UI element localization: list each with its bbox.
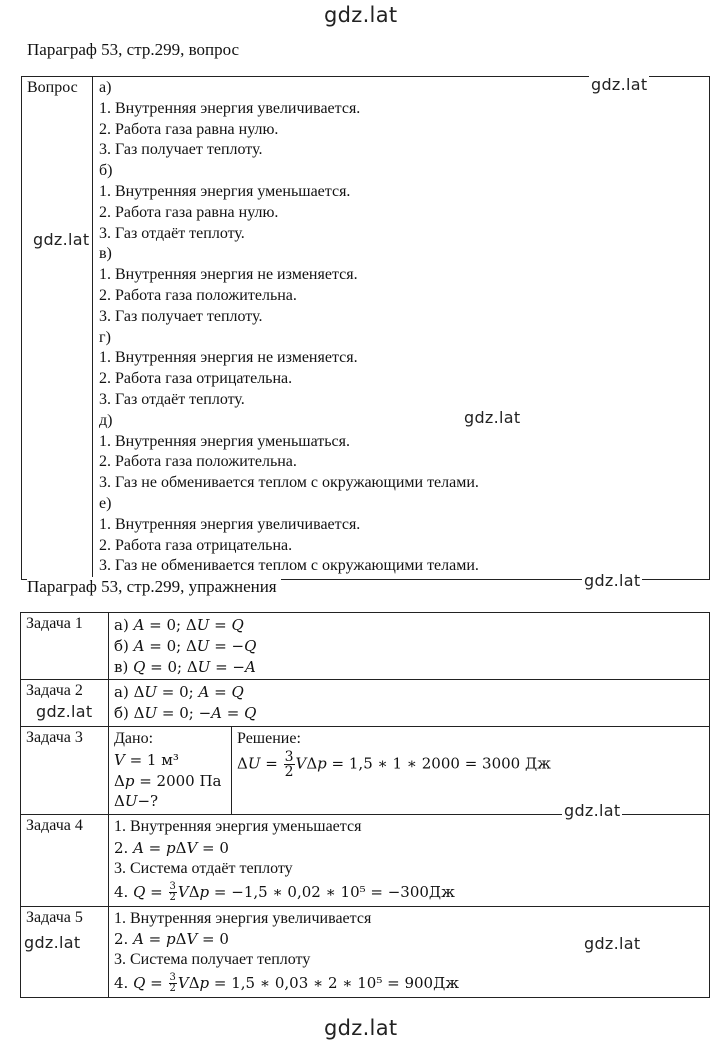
question-line: 1. Внутренняя энергия не изменяется.: [99, 266, 358, 284]
task3-given-volume: 𝑉 = 1 м³: [114, 750, 179, 769]
question-line: 1. Внутренняя энергия увеличивается.: [99, 515, 361, 533]
task4-answers: [109, 815, 710, 906]
question-label: Вопрос: [22, 77, 93, 580]
watermark-q3: gdz.lat: [464, 408, 521, 427]
task5-formula-lhs: 4. 𝑄 =: [114, 973, 163, 992]
question-line: 1. Внутренняя энергия увеличивается.: [99, 99, 361, 117]
question-line: в): [99, 245, 112, 263]
task2-line-a: а) Δ𝑈 = 0; 𝐴 = 𝑄: [114, 683, 244, 702]
task1-answers: [109, 613, 710, 680]
task3-frac-num: 3: [284, 748, 294, 765]
question-line: 3. Газ получает теплоту.: [99, 141, 263, 159]
task5-line-4: [114, 971, 704, 995]
question-answers: [93, 77, 710, 580]
task4-formula-rhs: 𝑉Δ𝑝 = −1,5 ∗ 0,02 ∗ 10⁵ = −300Дж: [177, 882, 455, 901]
watermark-q2: gdz.lat: [33, 230, 90, 249]
task3-given-unknown: Δ𝑈−?: [114, 792, 159, 811]
watermark-q4: gdz.lat: [584, 571, 641, 590]
task4-line-4: [114, 880, 704, 904]
question-line: 1. Внутренняя энергия не изменяется.: [99, 349, 358, 367]
question-line: д): [99, 411, 113, 429]
question-line: г): [99, 328, 111, 346]
task3-given: [109, 726, 232, 814]
task3-fraction: [284, 750, 295, 779]
question-line: 1. Внутренняя энергия уменьшаться.: [99, 432, 351, 450]
watermark-t5-left: gdz.lat: [24, 933, 81, 952]
task1-line-a: а) 𝐴 = 0; Δ𝑈 = 𝑄: [114, 616, 244, 634]
watermark-top: gdz.lat: [324, 3, 398, 27]
task4-frac-den: 2: [169, 892, 176, 904]
task5-label: Задача 5: [21, 906, 109, 997]
task5-fraction: [169, 973, 177, 994]
task5-formula-rhs: 𝑉Δ𝑝 = 1,5 ∗ 0,03 ∗ 2 ∗ 10⁵ = 900Дж: [177, 973, 460, 992]
question-table: [21, 76, 710, 580]
task5-line-3: 3. Система получает теплоту: [114, 951, 311, 969]
task4-frac-num: 3: [169, 881, 176, 893]
task3-given-label: Дано:: [114, 729, 154, 747]
task3-solution-formula: [237, 750, 704, 779]
question-line: 2. Работа газа равна нулю.: [99, 203, 279, 221]
task4-line-3: 3. Система отдаёт теплоту: [114, 859, 293, 877]
task1-line-c: в) 𝑄 = 0; Δ𝑈 = −𝐴: [114, 657, 256, 676]
task3-formula-rhs: 𝑉Δ𝑝 = 1,5 ∗ 1 ∗ 2000 = 3000 Дж: [295, 754, 551, 773]
task4-formula-lhs: 4. 𝑄 =: [114, 882, 163, 901]
question-line: а): [99, 79, 112, 96]
task2-answers: [109, 680, 710, 727]
task4-fraction: [169, 882, 177, 903]
question-line: б): [99, 162, 113, 180]
task4-label: Задача 4: [21, 815, 109, 906]
task5-line-1: 1. Внутренняя энергия увеличивается: [114, 909, 372, 927]
task1-line-b: б) 𝐴 = 0; Δ𝑈 = −𝑄: [114, 636, 257, 655]
question-line: е): [99, 494, 112, 512]
task3-frac-den: 2: [284, 763, 294, 780]
task3-solution-label: Решение:: [237, 729, 301, 747]
question-line: 3. Газ не обменивается теплом с окружающими телами.: [99, 474, 479, 492]
task3-label: Задача 3: [21, 726, 109, 814]
question-line: 2. Работа газа положительна.: [99, 286, 297, 304]
question-line: 2. Работа газа равна нулю.: [99, 120, 279, 138]
question-line: 3. Газ не обменивается теплом с окружающими телами.: [99, 557, 479, 575]
task5-frac-den: 2: [169, 983, 176, 995]
question-line: 2. Работа газа положительна.: [99, 453, 297, 471]
task2-line-b: б) Δ𝑈 = 0; −𝐴 = 𝑄: [114, 704, 257, 723]
task5-frac-num: 3: [169, 972, 176, 984]
section1-title: Параграф 53, стр.299, вопрос: [27, 40, 240, 59]
question-line: 2. Работа газа отрицательна.: [99, 370, 293, 388]
watermark-t4: gdz.lat: [564, 801, 621, 820]
task-row-2: [21, 680, 710, 727]
question-line: 3. Газ получает теплоту.: [99, 307, 263, 325]
task4-line-2: 2. 𝐴 = 𝑝Δ𝑉 = 0: [114, 838, 229, 857]
watermark-bottom: gdz.lat: [324, 1016, 398, 1040]
task3-given-pressure: Δ𝑝 = 2000 Па: [114, 771, 222, 790]
task-row-4: [21, 815, 710, 906]
task3-formula-lhs: Δ𝑈 =: [237, 754, 278, 773]
question-line: 1. Внутренняя энергия уменьшается.: [99, 182, 351, 200]
watermark-t2: gdz.lat: [36, 702, 93, 721]
task5-line-2: 2. 𝐴 = 𝑝Δ𝑉 = 0: [114, 930, 229, 949]
question-line: 3. Газ отдаёт теплоту.: [99, 390, 245, 408]
section2-title: Параграф 53, стр.299, упражнения: [27, 577, 281, 597]
question-line: 2. Работа газа отрицательна.: [99, 536, 293, 554]
question-line: 3. Газ отдаёт теплоту.: [99, 224, 245, 242]
watermark-t5-right: gdz.lat: [584, 934, 641, 953]
watermark-q1: gdz.lat: [591, 75, 648, 94]
task-row-1: [21, 613, 710, 680]
task2-label: Задача 2: [21, 680, 109, 727]
task4-line-1: 1. Внутренняя энергия уменьшается: [114, 818, 362, 836]
task3-solution: [232, 726, 710, 814]
task1-label: Задача 1: [21, 613, 109, 680]
